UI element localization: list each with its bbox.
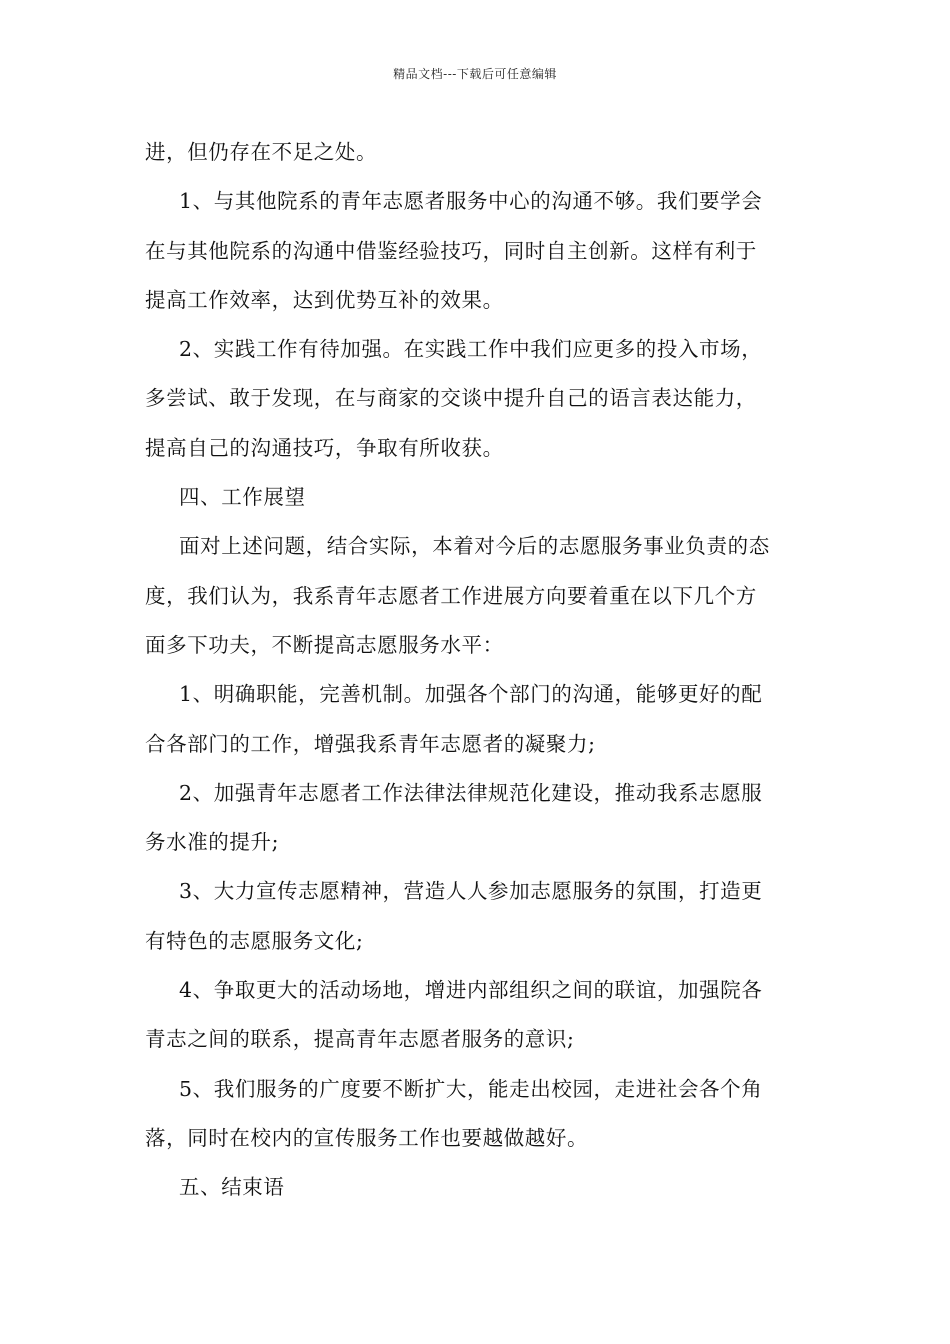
text-line: 进，但仍存在不足之处。 <box>145 140 378 164</box>
text-line: 在与其他院系的沟通中借鉴经验技巧，同时自主创新。这样有利于 <box>145 238 757 263</box>
text-line: 落，同时在校内的宣传服务工作也要越做越好。 <box>145 1125 589 1150</box>
text-line: 面对上述问题，结合实际，本着对今后的志愿服务事业负责的态 <box>179 534 770 559</box>
text-line: 面多下功夫，不断提高志愿服务水平： <box>145 632 504 657</box>
text-line: 提高自己的沟通技巧，争取有所收获。 <box>145 435 504 460</box>
text-line: 2、实践工作有待加强。在实践工作中我们应更多的投入市场， <box>179 337 763 362</box>
text-line: 2、加强青年志愿者工作法律法律规范化建设，推动我系志愿服 <box>179 780 763 805</box>
text-line: 度，我们认为，我系青年志愿者工作进展方向要着重在以下几个方 <box>145 583 757 608</box>
body-text <box>145 128 809 1213</box>
text-line: 4、争取更大的活动场地，增进内部组织之间的联谊，加强院各 <box>179 978 763 1003</box>
text-line: 3、大力宣传志愿精神，营造人人参加志愿服务的氛围，打造更 <box>179 879 763 904</box>
text-line: 有特色的志愿服务文化; <box>145 928 364 953</box>
section-heading: 五、结束语 <box>179 1175 285 1200</box>
text-line: 青志之间的联系，提高青年志愿者服务的意识; <box>145 1027 575 1052</box>
text-line: 合各部门的工作，增强我系青年志愿者的凝聚力; <box>145 731 596 756</box>
text-line: 1、与其他院系的青年志愿者服务中心的沟通不够。我们要学会 <box>179 189 763 214</box>
text-line: 务水准的提升; <box>145 830 280 855</box>
page-header: 精品文档---下载后可任意编辑 <box>393 67 557 81</box>
text-line: 5、我们服务的广度要不断扩大，能走出校园，走进社会各个角 <box>179 1076 763 1101</box>
text-line: 1、明确职能，完善机制。加强各个部门的沟通，能够更好的配 <box>179 682 763 707</box>
section-heading: 四、工作展望 <box>179 485 306 510</box>
text-line: 提高工作效率，达到优势互补的效果。 <box>145 287 504 312</box>
text-line: 多尝试、敢于发现，在与商家的交谈中提升自己的语言表达能力， <box>145 386 757 411</box>
